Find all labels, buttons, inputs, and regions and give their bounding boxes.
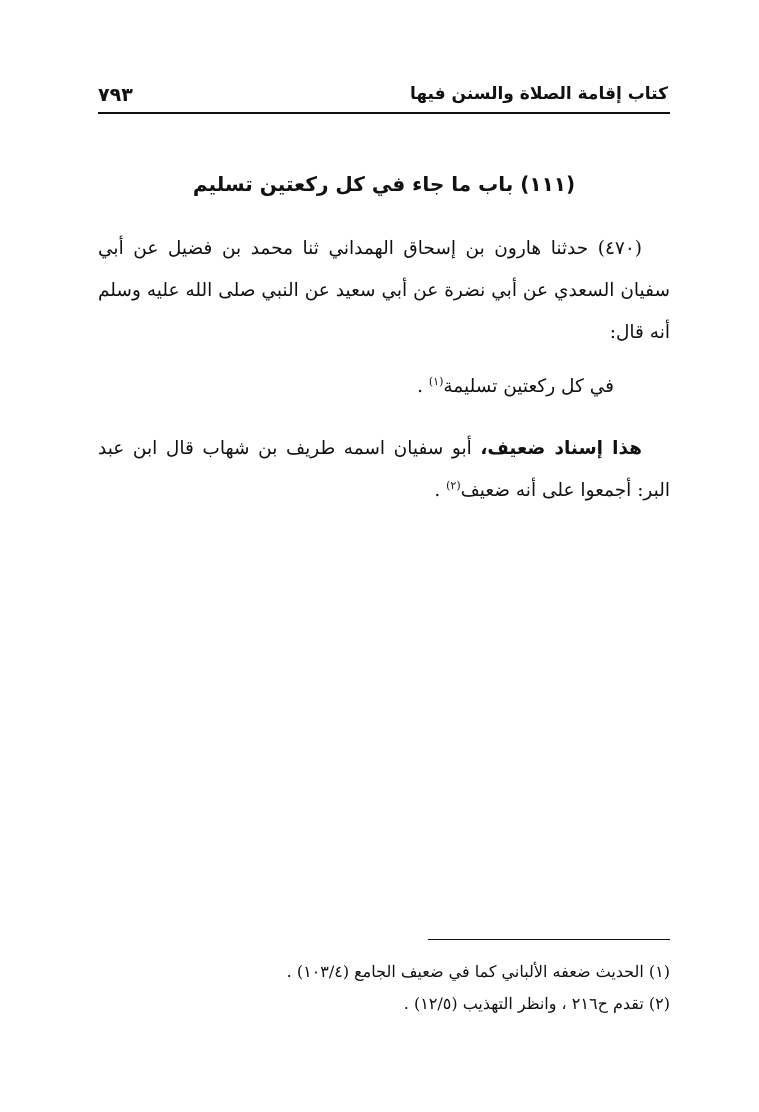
hadith-matn-end: . [417, 376, 429, 397]
page-number: ٧٩٣ [98, 84, 133, 106]
running-header [98, 82, 668, 112]
isnad-comment [98, 428, 670, 512]
footnote-2: (٢) تقدم ح٢١٦ ، وانظر التهذيب (١٢/٥) . [403, 994, 670, 1013]
running-header-title: كتاب إقامة الصلاة والسنن فيها [409, 84, 668, 104]
header-rule [98, 112, 670, 114]
footnote-separator [428, 939, 670, 940]
hadith-matn-text: في كل ركعتين تسليمة [443, 376, 614, 397]
isnad-comment-text: أبو سفيان اسمه طريف بن شهاب قال ابن عبد البر: أجمعوا على أنه ضعيف [98, 438, 670, 501]
isnad-comment-end: . [434, 480, 447, 501]
hadith-isnad: (٤٧٠) حدثنا هارون بن إسحاق الهمداني ثنا محمد بن فضيل عن أبي سفيان السعدي عن أبي نضرة عن أبي سعيد عن النبي صلى الله عليه وسلم أنه قال: [98, 238, 670, 343]
chapter-title: (١١١) باب ما جاء في كل ركعتين تسليم [192, 172, 576, 196]
footnotes [98, 956, 670, 1020]
main-text [98, 228, 670, 512]
footnote-ref-1: (١) [428, 374, 444, 388]
footnote-1: (١) الحديث ضعفه الألباني كما في ضعيف الجامع (١٠٣/٤) . [286, 962, 670, 981]
hadith-matn [98, 366, 670, 408]
footnote-ref-2: (٢) [446, 478, 461, 492]
isnad-grade: هذا إسناد ضعيف، [480, 438, 642, 459]
